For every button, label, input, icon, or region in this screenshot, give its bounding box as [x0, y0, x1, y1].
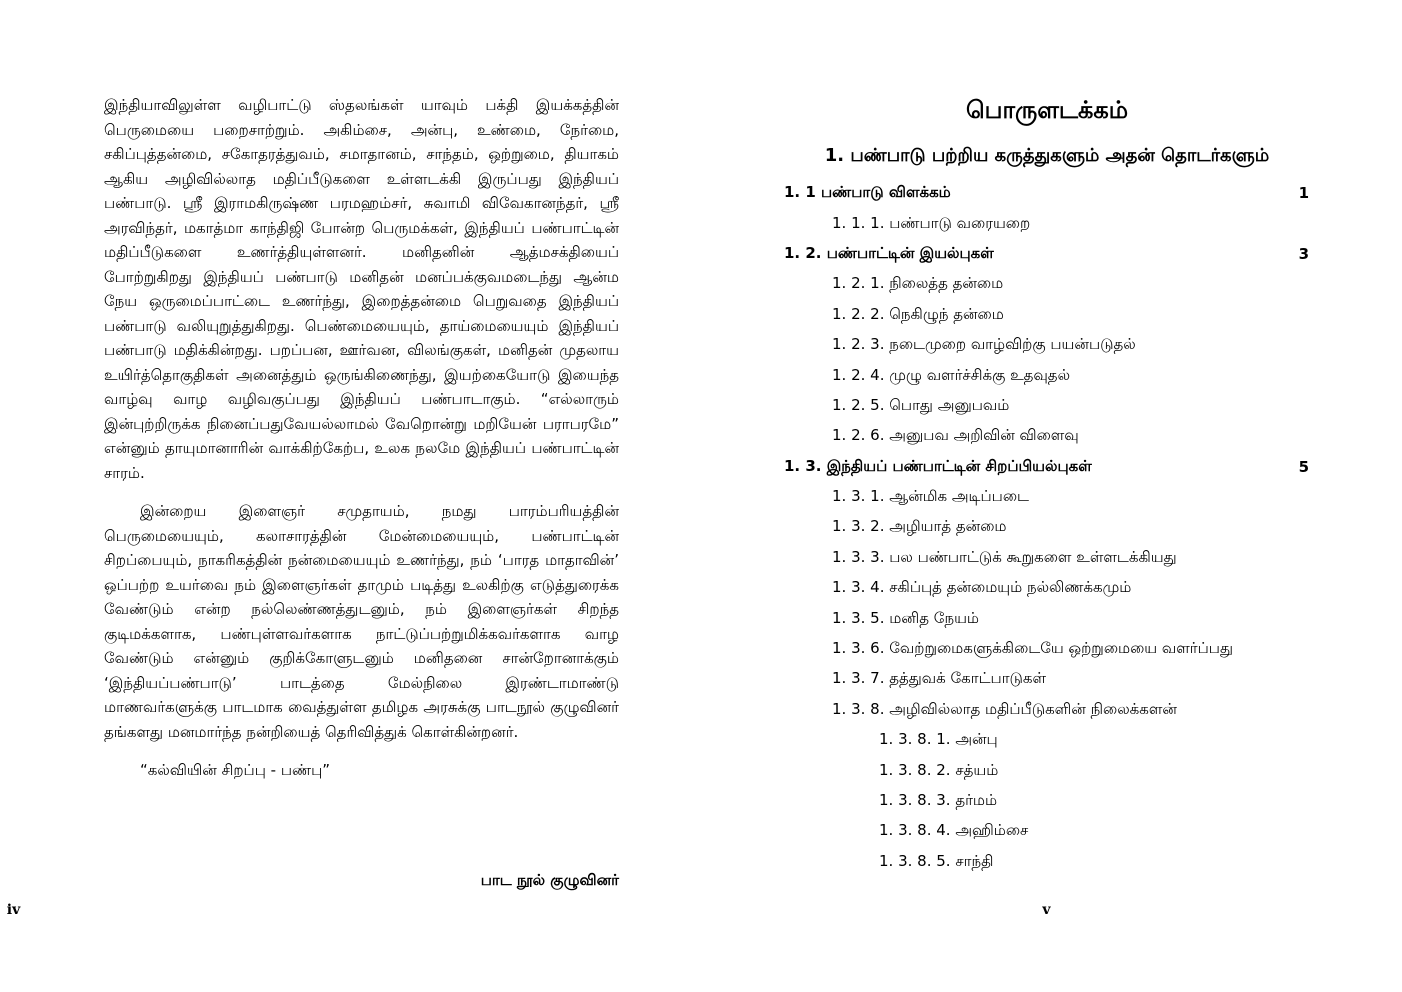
left-page-number: iv — [6, 902, 21, 918]
toc-title: பொருளடக்கம் — [965, 96, 1129, 124]
toc-entry-page: 1 — [1298, 184, 1309, 203]
right-page — [701, 0, 1402, 992]
toc-entry[interactable] — [784, 664, 1309, 694]
toc-entry-label: 1. 3. 8. 5. சாந்தி — [879, 851, 994, 870]
toc-entry[interactable] — [784, 360, 1309, 390]
toc-entry-page: 5 — [1298, 457, 1309, 476]
toc-entry-page: 3 — [1298, 244, 1309, 263]
toc-entry[interactable] — [784, 695, 1309, 725]
toc-entry-label: 1. 3. 7. தத்துவக் கோட்பாடுகள் — [832, 669, 1047, 688]
right-page-number: v — [1042, 902, 1051, 918]
toc-entry[interactable] — [784, 725, 1309, 755]
toc-entry[interactable] — [784, 482, 1309, 512]
toc-list — [784, 178, 1309, 877]
toc-entry-label: 1. 3. 6. வேற்றுமைகளுக்கிடையே ஒற்றுமையை வளர்ப்பது — [832, 639, 1233, 658]
toc-entry[interactable] — [784, 452, 1309, 482]
toc-entry-label: 1. 3. 4. சகிப்புத் தன்மையும் நல்லிணக்கமும் — [832, 578, 1132, 597]
toc-entry-label: 1. 3. 5. மனித நேயம் — [832, 608, 979, 627]
toc-entry[interactable] — [784, 755, 1309, 785]
toc-entry-label: 1. 2. 4. முழு வளர்ச்சிக்கு உதவுதல் — [832, 365, 1071, 384]
toc-entry-label: 1. 3. 8. அழிவில்லாத மதிப்பீடுகளின் நிலைக்களன் — [832, 699, 1177, 718]
toc-entry[interactable] — [784, 421, 1309, 451]
toc-entry[interactable] — [784, 512, 1309, 542]
toc-entry-label: 1. 3. 8. 4. அஹிம்சை — [879, 821, 1029, 840]
toc-entry-label: 1. 3. 8. 2. சத்யம் — [879, 760, 999, 779]
toc-entry-label: 1. 3. இந்தியப் பண்பாட்டின் சிறப்பியல்புகள் — [784, 456, 1092, 475]
toc-entry-label: 1. 1. 1. பண்பாடு வரையறை — [832, 213, 1031, 232]
toc-entry-label: 1. 3. 8. 1. அன்பு — [879, 730, 998, 749]
preface — [104, 93, 619, 782]
toc-entry[interactable] — [784, 178, 1309, 208]
toc-entry[interactable] — [784, 300, 1309, 330]
toc-chapter-heading: 1. பண்பாடு பற்றிய கருத்துகளும் அதன் தொடர்களும் — [824, 145, 1270, 166]
toc-entry-label: 1. 3. 1. ஆன்மிக அடிப்படை — [832, 487, 1029, 506]
toc-entry-label: 1. 3. 3. பல பண்பாட்டுக் கூறுகளை உள்ளடக்கியது — [832, 547, 1177, 566]
toc-entry-label: 1. 2. 3. நடைமுறை வாழ்விற்கு பயன்படுதல் — [832, 335, 1136, 354]
toc-entry[interactable] — [784, 603, 1309, 633]
toc-entry[interactable] — [784, 786, 1309, 816]
toc-entry[interactable] — [784, 847, 1309, 877]
toc-entry[interactable] — [784, 330, 1309, 360]
toc-entry[interactable] — [784, 573, 1309, 603]
preface-paragraph-1: இந்தியாவிலுள்ள வழிபாட்டு ஸ்தலங்கள் யாவும் பக்தி இயக்கத்தின் பெருமையை பறைசாற்றும். அகிம்சை, அன்பு, உண்மை, நேர்மை, சகிப்புத்தன்மை, சகோதரத்துவம், சமாதானம், சாந்தம், ஒற்றுமை, தியாகம் ஆகிய அழிவில்லாத மதிப்பீடுகளை உள்ளடக்கி இருப்பது இந்தியப் பண்பாடு. ஸ்ரீ இராமகிருஷ்ண பரமஹம்சர், சுவாமி விவேகானந்தர், ஸ்ரீ அரவிந்தர், மகாத்மா காந்திஜி போன்ற பெருமக்கள், இந்தியப் பண்பாட்டின் மதிப்பீடுகளை உணர்த்தியுள்ளனர். மனிதனின் ஆத்மசக்தியைப் போற்றுகிறது இந்தியப் பண்பாடு மனிதன் மனப்பக்குவமடைந்து ஆன்ம நேய ஒருமைப்பாட்டை உணர்ந்து, இறைத்தன்மை பெறுவதை இந்தியப் பண்பாடு வலியுறுத்துகிறது. பெண்மையையும், தாய்மையையும் இந்தியப் பண்பாடு மதிக்கின்றது. பறப்பன, ஊர்வன, விலங்குகள், மனிதன் முதலாய உயிர்த்தொகுதிகள் அனைத்தும் ஒருங்கிணைந்து, இயற்கையோடு இயைந்த வாழ்வு வாழ வழிவகுப்பது இந்தியப் பண்பாடாகும். “எல்லாரும் இன்புற்றிருக்க நினைப்பதுவேயல்லாமல் வேறொன்று மறியேன் பராபரமே” என்னும் தாயுமானாரின் வாக்கிற்கேற்ப, உலக நலமே இந்தியப் பண்பாட்டின் சாரம். — [104, 96, 619, 482]
preface-signature: பாட நூல் குழுவினர் — [480, 871, 619, 889]
toc-entry-label: 1. 1 பண்பாடு விளக்கம் — [784, 183, 951, 202]
toc-entry-label: 1. 2. 1. நிலைத்த தன்மை — [832, 274, 1004, 293]
toc-entry[interactable] — [784, 391, 1309, 421]
toc-entry-label: 1. 3. 2. அழியாத் தன்மை — [832, 517, 1007, 536]
toc-entry[interactable] — [784, 208, 1309, 238]
toc-entry-label: 1. 2. 5. பொது அனுபவம் — [832, 395, 1010, 414]
toc-entry[interactable] — [784, 239, 1309, 269]
toc-entry[interactable] — [784, 634, 1309, 664]
toc-entry-label: 1. 2. 2. நெகிழுந் தன்மை — [832, 304, 1004, 323]
toc-entry-label: 1. 2. பண்பாட்டின் இயல்புகள் — [784, 243, 994, 262]
toc-entry[interactable] — [784, 816, 1309, 846]
toc-entry-label: 1. 2. 6. அனுபவ அறிவின் விளைவு — [832, 426, 1079, 445]
preface-paragraph-2: இன்றைய இளைஞர் சமுதாயம், நமது பாரம்பரியத்தின் பெருமையையும், கலாசாரத்தின் மேன்மையையும், பண்பாட்டின் சிறப்பையும், நாகரிகத்தின் நன்மையையும் உணர்ந்து, நம் ‘பாரத மாதாவின்’ ஒப்பற்ற உயர்வை நம் இளைஞர்கள் தாமும் படித்து உலகிற்கு எடுத்துரைக்க வேண்டும் என்ற நல்லெண்ணத்துடனும், நம் இளைஞர்கள் சிறந்த குடிமக்களாக, பண்புள்ளவர்களாக நாட்டுப்பற்றுமிக்கவர்களாக வாழ வேண்டும் என்னும் குறிக்கோளுடனும் மனிதனை சான்றோனாக்கும் ‘இந்தியப்பண்பாடு’ பாடத்தை மேல்நிலை இரண்டாமாண்டு மாணவர்களுக்கு பாடமாக வைத்துள்ள தமிழக அரசுக்கு பாடநூல் குழுவினர் தங்களது மனமார்ந்த நன்றியைத் தெரிவித்துக் கொள்கின்றனர். — [104, 502, 619, 741]
preface-quote: “கல்வியின் சிறப்பு - பண்பு” — [140, 761, 331, 779]
toc-entry-label: 1. 3. 8. 3. தர்மம் — [879, 791, 998, 809]
toc-entry[interactable] — [784, 543, 1309, 573]
toc-entry[interactable] — [784, 269, 1309, 299]
